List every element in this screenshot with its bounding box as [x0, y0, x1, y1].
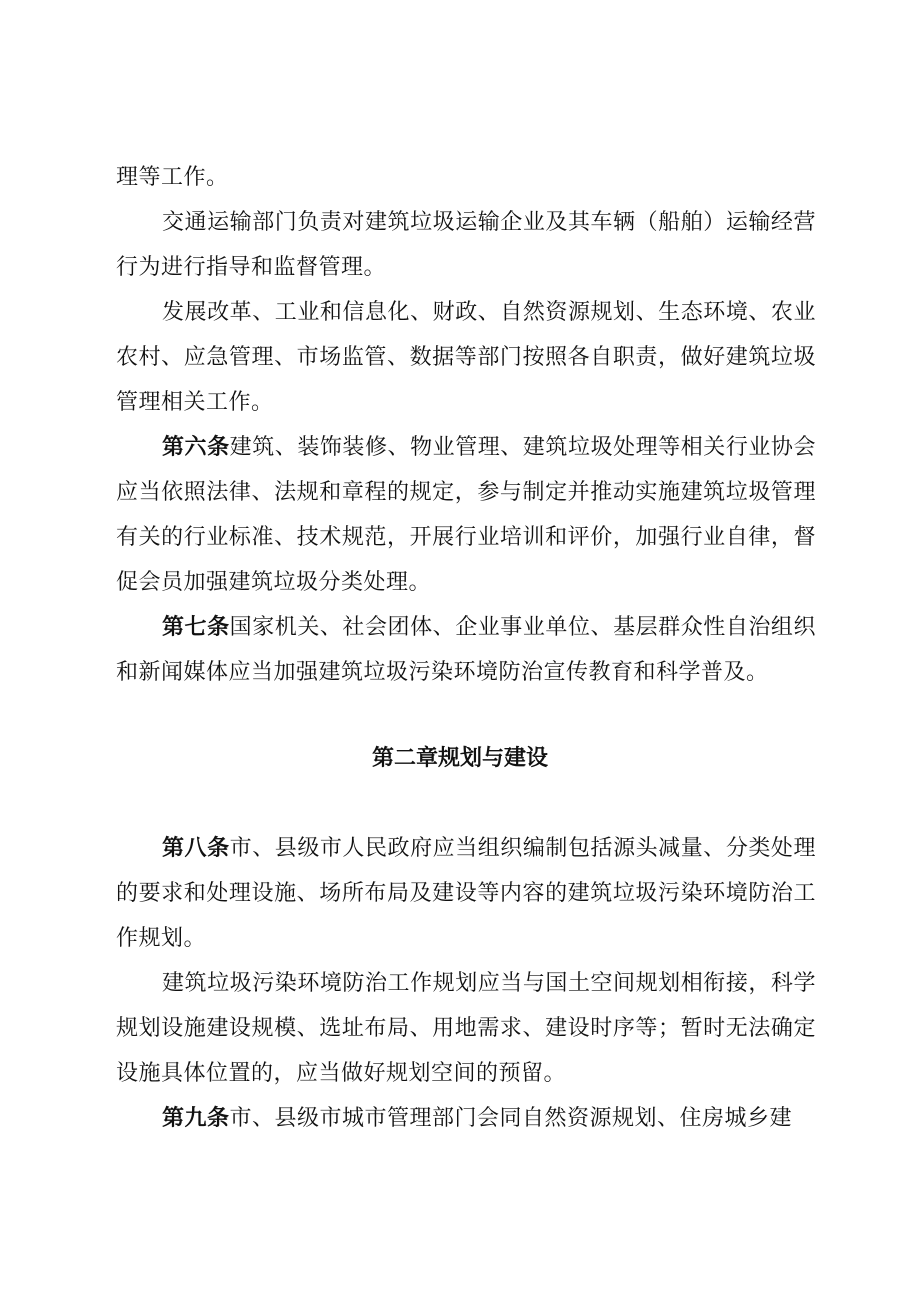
chapter-heading: 第二章规划与建设 — [371, 745, 548, 771]
paragraph-transport — [116, 200, 816, 290]
paragraph-text: 理等工作。 — [116, 165, 229, 190]
article-8 — [116, 826, 816, 961]
paragraph-text: 发展改革、工业和信息化、财政、自然资源规划、生态环境、农业农村、应急管理、市场监管、数据等部门按照各自职责，做好建筑垃圾管理相关工作。 — [116, 300, 816, 415]
paragraph-departments — [116, 290, 816, 425]
article-7 — [116, 605, 816, 695]
article-text: 市、县级市城市管理部门会同自然资源规划、住房城乡建 — [229, 1106, 793, 1131]
article-number: 第六条 — [162, 434, 230, 460]
article-text: 国家机关、社会团体、企业事业单位、基层群众性自治组织和新闻媒体应当加强建筑垃圾污染环境防治宣传教育和科学普及。 — [116, 615, 816, 685]
article-6 — [116, 425, 816, 605]
paragraph-plan-alignment — [116, 961, 816, 1096]
article-number: 第七条 — [162, 614, 230, 640]
article-9 — [116, 1096, 816, 1141]
article-number: 第九条 — [162, 1105, 230, 1131]
paragraph-text: 交通运输部门负责对建筑垃圾运输企业及其车辆（船舶）运输经营行为进行指导和监督管理。 — [116, 210, 816, 280]
article-number: 第八条 — [162, 835, 230, 861]
article-text: 市、县级市人民政府应当组织编制包括源头减量、分类处理的要求和处理设施、场所布局及建设等内容的建筑垃圾污染环境防治工作规划。 — [116, 836, 816, 951]
article-text: 建筑、装饰装修、物业管理、建筑垃圾处理等相关行业协会应当依照法律、法规和章程的规定，参与制定并推动实施建筑垃圾管理有关的行业标准、技术规范，开展行业培训和评价，加强行业自律，督促会员加强建筑垃圾分类处理。 — [116, 435, 816, 595]
paragraph-continuation — [116, 155, 816, 200]
paragraph-text: 建筑垃圾污染环境防治工作规划应当与国土空间规划相衔接，科学规划设施建设规模、选址布局、用地需求、建设时序等；暂时无法确定设施具体位置的，应当做好规划空间的预留。 — [116, 971, 816, 1086]
